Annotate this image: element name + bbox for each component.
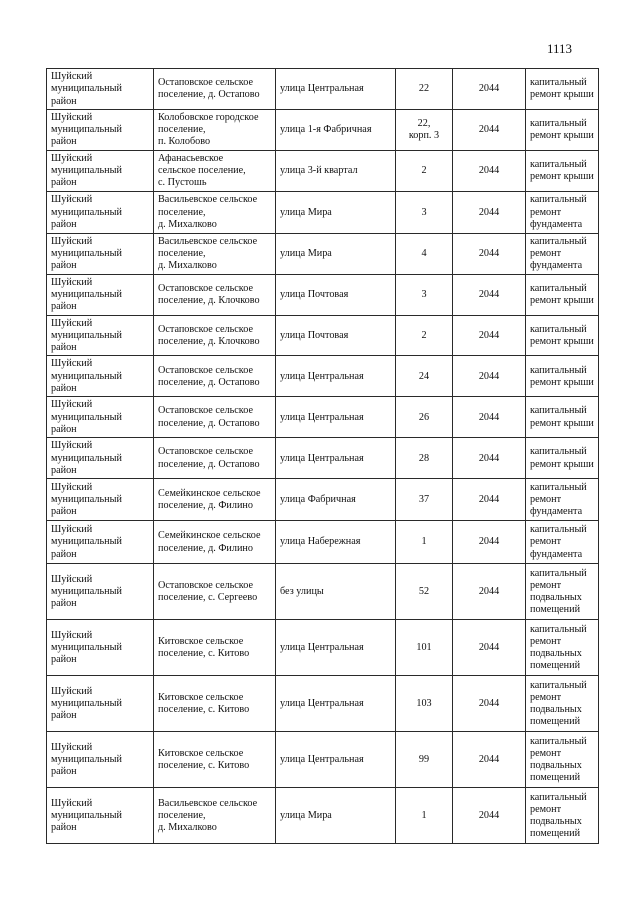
district-cell (47, 564, 154, 620)
street-cell (276, 438, 396, 479)
work-type-cell-text: капитальный ремонт крыши (530, 158, 594, 183)
settlement-cell (154, 438, 276, 479)
house-number-cell-text: 22 (418, 83, 430, 95)
house-number-cell (396, 109, 453, 150)
district-cell (47, 274, 154, 315)
street-cell (276, 315, 396, 356)
house-number-cell (396, 150, 453, 191)
street-cell (276, 479, 396, 521)
street-cell-text: улица Мира (280, 248, 332, 260)
house-number-cell (396, 315, 453, 356)
year-cell (453, 356, 526, 397)
work-type-cell (526, 274, 599, 315)
year-cell (453, 191, 526, 233)
house-number-cell (396, 620, 453, 676)
district-cell (47, 315, 154, 356)
settlement-cell (154, 150, 276, 191)
settlement-cell-text: Колобовское городское поселение, п. Колобово (158, 111, 259, 148)
year-cell (453, 109, 526, 150)
street-cell (276, 69, 396, 110)
district-cell-text: Шуйский муниципальный район (51, 276, 122, 313)
year-cell-text: 2044 (478, 288, 500, 300)
house-number-cell (396, 397, 453, 438)
table-row (47, 356, 599, 397)
work-type-cell-text: капитальный ремонт подвальных помещений (530, 623, 587, 672)
house-number-cell (396, 521, 453, 564)
street-cell (276, 109, 396, 150)
table-row (47, 438, 599, 479)
street-cell (276, 732, 396, 788)
district-cell-text: Шуйский муниципальный район (51, 358, 122, 395)
street-cell-text: улица Центральная (280, 370, 364, 382)
house-number-cell-text: 24 (418, 370, 430, 382)
work-type-cell-text: капитальный ремонт фундамента (530, 481, 587, 518)
street-cell-text: улица Фабричная (280, 493, 356, 505)
district-cell-text: Шуйский муниципальный район (51, 152, 122, 189)
district-cell (47, 397, 154, 438)
house-number-cell-text: 3 (421, 288, 427, 300)
year-cell-text: 2044 (478, 697, 500, 709)
district-cell (47, 788, 154, 844)
work-type-cell (526, 788, 599, 844)
house-number-cell-text: 99 (418, 753, 430, 765)
street-cell-text: улица Мира (280, 206, 332, 218)
street-cell-text: улица 3-й квартал (280, 165, 358, 177)
year-cell-text: 2044 (478, 248, 500, 260)
work-type-cell-text: капитальный ремонт крыши (530, 323, 594, 347)
house-number-cell-text: 1 (421, 536, 427, 548)
table-row (47, 233, 599, 274)
district-cell (47, 109, 154, 150)
year-cell-text: 2044 (478, 165, 500, 177)
table-row (47, 191, 599, 233)
table-row (47, 479, 599, 521)
district-cell-text: Шуйский муниципальный район (51, 235, 122, 272)
street-cell-text: улица Центральная (280, 83, 364, 95)
year-cell (453, 479, 526, 521)
work-type-cell (526, 315, 599, 356)
street-cell-text: улица Почтовая (280, 329, 349, 341)
street-cell-text: улица Центральная (280, 753, 364, 765)
settlement-cell (154, 191, 276, 233)
work-type-cell (526, 676, 599, 732)
district-cell-text: Шуйский муниципальный район (51, 440, 122, 476)
work-type-cell-text: капитальный ремонт фундамента (530, 524, 587, 560)
street-cell (276, 274, 396, 315)
work-type-cell (526, 69, 599, 110)
district-cell (47, 479, 154, 521)
work-type-cell-text: капитальный ремонт крыши (530, 77, 594, 101)
work-type-cell-text: капитальный ремонт подвальных помещений (530, 679, 587, 728)
street-cell-text: улица Набережная (280, 536, 361, 548)
year-cell (453, 397, 526, 438)
street-cell (276, 233, 396, 274)
work-type-cell-text: капитальный ремонт подвальных помещений (530, 791, 587, 840)
table-row (47, 732, 599, 788)
house-number-cell-text: 2 (421, 165, 427, 177)
settlement-cell-text: Васильевское сельское поселение, д. Михалково (158, 194, 258, 230)
house-number-cell (396, 274, 453, 315)
house-number-cell (396, 732, 453, 788)
year-cell (453, 315, 526, 356)
work-type-cell-text: капитальный ремонт крыши (530, 364, 594, 388)
district-cell-text: Шуйский муниципальный район (51, 629, 122, 666)
house-number-cell-text: 4 (421, 248, 427, 260)
year-cell-text: 2044 (478, 206, 500, 218)
street-cell-text: без улицы (280, 585, 324, 597)
settlement-cell-text: Остаповское сельское поселение, д. Остапово (158, 446, 260, 470)
year-cell (453, 620, 526, 676)
street-cell-text: улица Центральная (280, 411, 364, 423)
work-type-cell-text: капитальный ремонт фундамента (530, 194, 587, 230)
work-type-cell (526, 521, 599, 564)
work-type-cell (526, 233, 599, 274)
table-row (47, 620, 599, 676)
settlement-cell-text: Китовское сельское поселение, с. Китово (158, 691, 250, 716)
street-cell (276, 397, 396, 438)
street-cell (276, 620, 396, 676)
year-cell-text: 2044 (478, 329, 500, 341)
settlement-cell (154, 356, 276, 397)
year-cell (453, 233, 526, 274)
settlement-cell-text: Семейкинское сельское поселение, д. Филино (158, 487, 261, 512)
house-number-cell (396, 233, 453, 274)
year-cell-text: 2044 (478, 370, 500, 382)
district-cell-text: Шуйский муниципальный район (51, 71, 122, 107)
work-type-cell (526, 620, 599, 676)
street-cell-text: улица Центральная (280, 641, 364, 653)
settlement-cell (154, 315, 276, 356)
district-cell (47, 150, 154, 191)
page-number: 1113 (546, 41, 572, 56)
house-number-cell-text: 101 (416, 641, 432, 653)
year-cell (453, 676, 526, 732)
district-cell-text: Шуйский муниципальный район (51, 685, 122, 722)
table-row (47, 521, 599, 564)
settlement-cell (154, 397, 276, 438)
house-number-cell (396, 356, 453, 397)
district-cell (47, 69, 154, 110)
table-row (47, 397, 599, 438)
year-cell-text: 2044 (478, 83, 500, 95)
house-number-cell (396, 788, 453, 844)
district-cell (47, 233, 154, 274)
settlement-cell-text: Остаповское сельское поселение, д. Остапово (158, 364, 260, 388)
table-row (47, 315, 599, 356)
settlement-cell-text: Остаповское сельское поселение, д. Остапово (158, 77, 260, 101)
year-cell-text: 2044 (478, 411, 500, 423)
settlement-cell (154, 479, 276, 521)
street-cell-text: улица 1-я Фабричная (280, 124, 372, 136)
settlement-cell-text: Китовское сельское поселение, с. Китово (158, 747, 250, 772)
district-cell (47, 191, 154, 233)
year-cell-text: 2044 (478, 641, 500, 653)
settlement-cell (154, 521, 276, 564)
work-type-cell-text: капитальный ремонт крыши (530, 118, 594, 142)
work-type-cell (526, 109, 599, 150)
table-row (47, 788, 599, 844)
district-cell (47, 438, 154, 479)
house-number-cell-text: 28 (418, 452, 430, 464)
house-number-cell (396, 479, 453, 521)
settlement-cell (154, 564, 276, 620)
year-cell (453, 521, 526, 564)
settlement-cell-text: Семейкинское сельское поселение, д. Филино (158, 530, 261, 554)
district-cell (47, 521, 154, 564)
settlement-cell (154, 732, 276, 788)
house-number-cell-text: 22, корп. 3 (408, 118, 440, 142)
year-cell (453, 732, 526, 788)
house-number-cell (396, 564, 453, 620)
district-cell (47, 732, 154, 788)
work-type-cell-text: капитальный ремонт фундамента (530, 235, 587, 272)
house-number-cell-text: 37 (418, 493, 430, 505)
street-cell-text: улица Центральная (280, 452, 364, 464)
year-cell (453, 274, 526, 315)
work-type-cell (526, 479, 599, 521)
house-number-cell-text: 3 (421, 206, 427, 218)
district-cell-text: Шуйский муниципальный район (51, 194, 122, 230)
district-cell (47, 356, 154, 397)
work-type-cell (526, 397, 599, 438)
table-body (47, 69, 599, 844)
year-cell-text: 2044 (478, 124, 500, 136)
year-cell (453, 69, 526, 110)
table-row (47, 676, 599, 732)
year-cell (453, 564, 526, 620)
table-row (47, 69, 599, 110)
work-type-cell (526, 438, 599, 479)
district-cell-text: Шуйский муниципальный район (51, 573, 122, 610)
house-number-cell-text: 2 (421, 329, 427, 341)
table-row (47, 564, 599, 620)
settlement-cell-text: Васильевское сельское поселение, д. Михалково (158, 235, 258, 272)
settlement-cell-text: Остаповское сельское поселение, с. Сергеево (158, 579, 258, 604)
settlement-cell (154, 620, 276, 676)
work-type-cell (526, 191, 599, 233)
table-row (47, 274, 599, 315)
district-cell (47, 676, 154, 732)
work-type-cell-text: капитальный ремонт подвальных помещений (530, 567, 587, 616)
street-cell (276, 521, 396, 564)
work-type-cell-text: капитальный ремонт крыши (530, 405, 594, 429)
house-number-cell (396, 438, 453, 479)
street-cell-text: улица Мира (280, 809, 332, 821)
street-cell (276, 788, 396, 844)
house-number-cell-text: 52 (418, 585, 430, 597)
district-cell-text: Шуйский муниципальный район (51, 111, 122, 148)
settlement-cell (154, 676, 276, 732)
housing-repair-table (46, 68, 599, 844)
house-number-cell-text: 1 (421, 809, 427, 821)
district-cell-text: Шуйский муниципальный район (51, 524, 122, 560)
year-cell (453, 788, 526, 844)
settlement-cell-text: Китовское сельское поселение, с. Китово (158, 635, 250, 660)
house-number-cell (396, 676, 453, 732)
district-cell-text: Шуйский муниципальный район (51, 399, 122, 435)
street-cell-text: улица Центральная (280, 697, 364, 709)
settlement-cell (154, 274, 276, 315)
settlement-cell-text: Остаповское сельское поселение, д. Клочково (158, 282, 260, 307)
year-cell-text: 2044 (478, 536, 500, 548)
settlement-cell-text: Афанасьевское сельское поселение, с. Пустошь (158, 152, 246, 189)
district-cell-text: Шуйский муниципальный район (51, 741, 122, 778)
year-cell-text: 2044 (478, 585, 500, 597)
settlement-cell-text: Васильевское сельское поселение, д. Михалково (158, 797, 258, 834)
settlement-cell-text: Остаповское сельское поселение, д. Клочково (158, 323, 260, 347)
work-type-cell (526, 150, 599, 191)
settlement-cell (154, 109, 276, 150)
street-cell (276, 676, 396, 732)
year-cell-text: 2044 (478, 753, 500, 765)
year-cell-text: 2044 (478, 452, 500, 464)
district-cell-text: Шуйский муниципальный район (51, 797, 122, 834)
table-row (47, 109, 599, 150)
settlement-cell (154, 788, 276, 844)
street-cell-text: улица Почтовая (280, 288, 349, 300)
house-number-cell (396, 191, 453, 233)
work-type-cell-text: капитальный ремонт подвальных помещений (530, 735, 587, 784)
year-cell-text: 2044 (478, 809, 500, 821)
street-cell (276, 150, 396, 191)
work-type-cell (526, 356, 599, 397)
street-cell (276, 191, 396, 233)
street-cell (276, 564, 396, 620)
work-type-cell (526, 732, 599, 788)
district-cell (47, 620, 154, 676)
street-cell (276, 356, 396, 397)
settlement-cell (154, 233, 276, 274)
year-cell (453, 438, 526, 479)
district-cell-text: Шуйский муниципальный район (51, 481, 122, 518)
work-type-cell-text: капитальный ремонт крыши (530, 282, 594, 307)
table-row (47, 150, 599, 191)
work-type-cell (526, 564, 599, 620)
settlement-cell (154, 69, 276, 110)
district-cell-text: Шуйский муниципальный район (51, 317, 122, 354)
house-number-cell-text: 26 (418, 411, 430, 423)
year-cell (453, 150, 526, 191)
year-cell-text: 2044 (478, 493, 500, 505)
settlement-cell-text: Остаповское сельское поселение, д. Остапово (158, 405, 260, 429)
house-number-cell-text: 103 (416, 697, 432, 709)
work-type-cell-text: капитальный ремонт крыши (530, 446, 594, 470)
house-number-cell (396, 69, 453, 110)
